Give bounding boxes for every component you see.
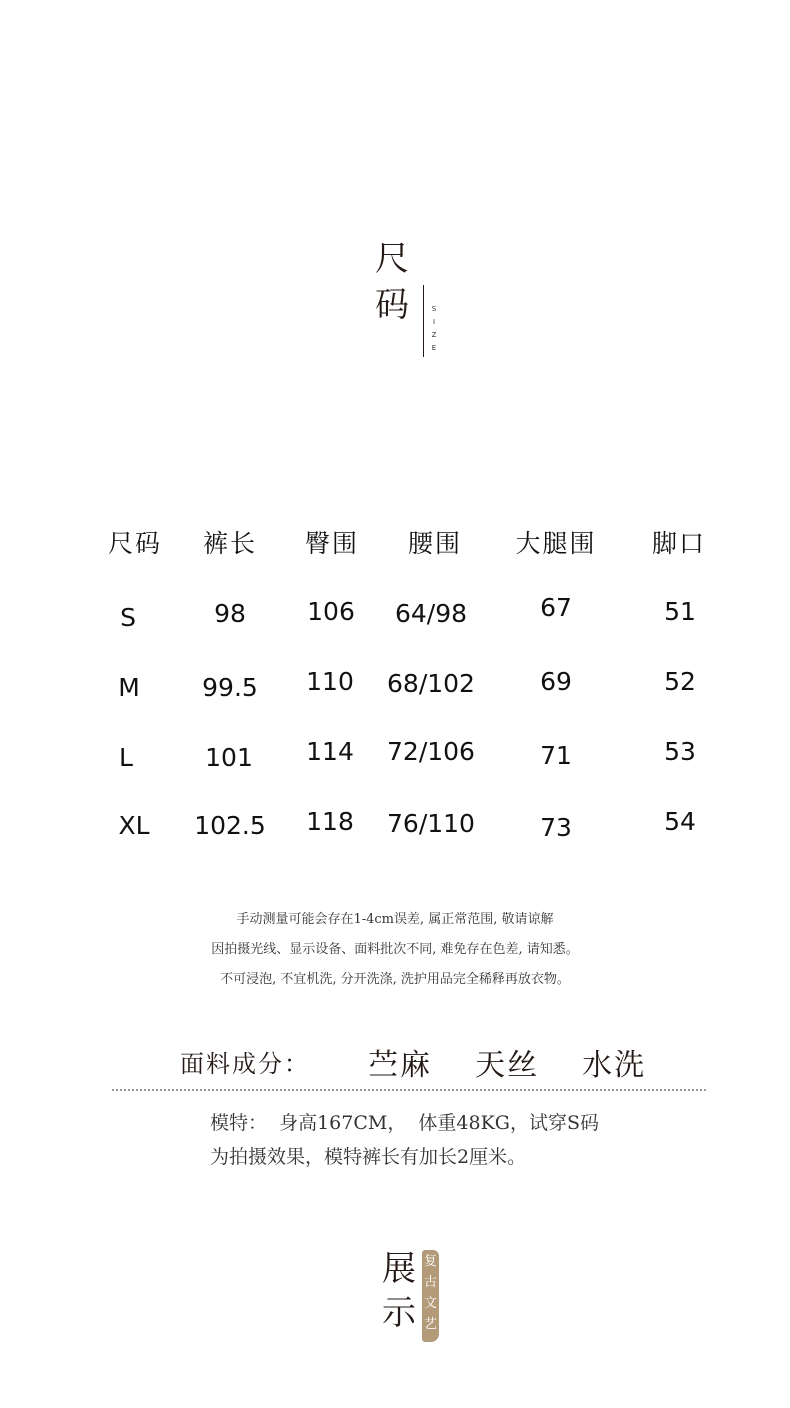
cell-hem: 52 <box>664 667 696 696</box>
cell-size: M <box>118 673 140 702</box>
size-title-char-1: 尺 <box>375 239 409 279</box>
size-title-english <box>429 303 439 355</box>
size-table-header <box>90 524 730 564</box>
header-hip: 臀围 <box>304 529 359 558</box>
cell-length: 101 <box>205 743 253 772</box>
model-info <box>210 1106 599 1174</box>
retro-stamp <box>422 1250 439 1342</box>
note-line: 因拍摄光线、显示设备、面料批次不同, 难免存在色差, 请知悉。 <box>211 942 579 957</box>
cell-length: 99.5 <box>202 673 258 702</box>
cell-waist: 68/102 <box>387 669 475 698</box>
cell-waist: 64/98 <box>394 599 468 628</box>
size-title-letter: Z <box>431 331 437 339</box>
cell-waist: 72/106 <box>387 737 475 766</box>
cell-hip: 110 <box>306 667 354 696</box>
cell-size: L <box>119 743 133 772</box>
cell-hip: 114 <box>306 737 354 766</box>
cell-size: XL <box>118 811 150 840</box>
display-section-title <box>380 1250 450 1340</box>
cell-hip: 118 <box>306 807 354 836</box>
measurement-notes <box>0 905 790 995</box>
size-title-divider <box>423 285 424 357</box>
header-waist: 腰围 <box>407 529 462 558</box>
size-title-letter: I <box>432 318 436 326</box>
cell-size: S <box>120 603 136 632</box>
stamp-char: 古 <box>423 1275 437 1290</box>
table-row <box>90 666 730 706</box>
cell-waist: 76/110 <box>387 809 475 838</box>
fabric-label: 面料成分： <box>180 1050 310 1078</box>
stamp-char: 复 <box>423 1254 437 1269</box>
stamp-char: 文 <box>423 1296 437 1311</box>
table-row <box>90 806 730 846</box>
header-length: 裤长 <box>202 529 257 558</box>
cell-length: 102.5 <box>194 811 266 840</box>
cell-hip: 106 <box>307 597 355 626</box>
cell-hem: 53 <box>664 737 696 766</box>
cell-hem: 51 <box>664 597 696 626</box>
fabric-composition <box>180 1040 700 1084</box>
size-title-char-2: 码 <box>375 285 409 325</box>
header-size: 尺码 <box>107 529 162 558</box>
fabric-value: 苎麻 天丝 水洗 <box>368 1048 647 1083</box>
cell-thigh: 73 <box>540 813 572 842</box>
display-title-char-2: 示 <box>382 1293 416 1333</box>
note-line: 手动测量可能会存在1-4cm误差, 属正常范围, 敬请谅解 <box>236 912 554 927</box>
display-title-char-1: 展 <box>382 1249 416 1289</box>
cell-length: 98 <box>214 599 246 628</box>
header-hem: 脚口 <box>651 529 706 558</box>
table-row <box>90 593 730 636</box>
size-title-letter: S <box>431 305 437 313</box>
cell-thigh: 67 <box>540 593 572 622</box>
cell-thigh: 69 <box>540 667 572 696</box>
header-thigh: 大腿围 <box>515 529 597 558</box>
dotted-divider <box>112 1089 706 1091</box>
stamp-char: 艺 <box>423 1317 437 1332</box>
cell-hem: 54 <box>664 807 696 836</box>
size-section-title <box>360 240 480 370</box>
table-row <box>90 736 730 776</box>
cell-thigh: 71 <box>540 741 572 770</box>
size-title-letter: E <box>431 344 437 352</box>
model-info-line-2: 为拍摄效果，模特裤长有加长2厘米。 <box>210 1146 527 1168</box>
note-line: 不可浸泡, 不宜机洗, 分开洗涤, 洗护用品完全稀释再放衣物。 <box>220 972 570 987</box>
model-info-line-1: 模特： 身高167CM， 体重48KG，试穿S码 <box>210 1112 599 1134</box>
